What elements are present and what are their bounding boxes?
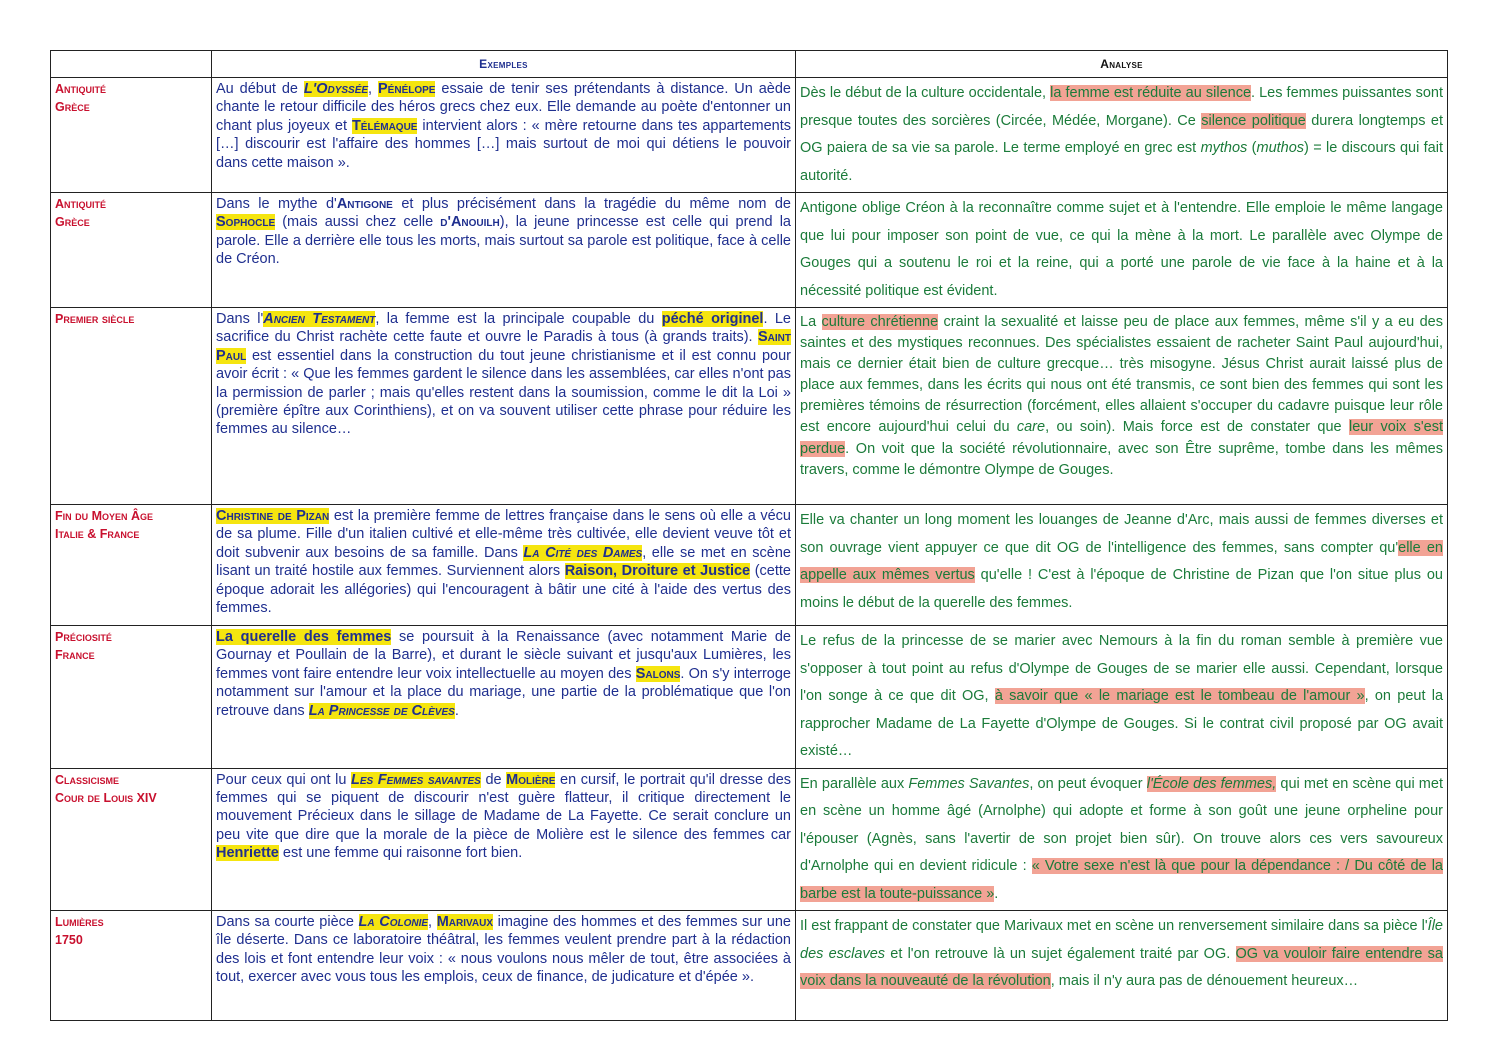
- period-label: Lumières: [55, 915, 104, 929]
- period-cell: [51, 78, 212, 193]
- example-cell: Dans l'Ancien Testament, la femme est la principale coupable du péché originel. Le sacrifice du Christ rachète cette faute et ouvre le Paradis à tous (à grands traits). Saint Paul est essentiel dans la construction du tout jeune christianisme et il est connu pour avoir écrit : « Que les femmes gardent le silence dans les assemblées, car elles n'ont pas la permission de parler ; mais qu'elles restent dans la soumission, comme le dit la Loi » (première épître aux Corinthiens), et on va souvent utiliser cette phrase pour réduire les femmes au silence…: [212, 308, 796, 505]
- table-row: [51, 768, 1448, 911]
- period-cell: [51, 308, 212, 505]
- example-cell: Au début de L'Odyssée, Pénélope essaie de tenir ses prétendants à distance. Un aède chante le retour difficile des héros grecs chez eux. Elle demande au poète d'entonner un chant plus joyeux et Télémaque intervient alors : « mère retourne dans tes appartements […] discourir est l'affaire des hommes […] mais surtout de moi qui détiens le pouvoir dans cette maison ».: [212, 78, 796, 193]
- analysis-cell: Antigone oblige Créon à la reconnaître comme sujet et à l'entendre. Elle emploie le même langage que lui pour imposer son point de vue, ce qui la mène à la mort. Le parallèle avec Olympe de Gouges qui a soutenu le roi et la reine, qui a porté une parole de vie face à la haine et à la nécessité politique est évident.: [796, 193, 1448, 308]
- table-row: [51, 626, 1448, 769]
- comparison-table: [50, 50, 1448, 1021]
- analysis-cell: Elle va chanter un long moment les louanges de Jeanne d'Arc, mais aussi de femmes diverses et son ouvrage vient appuyer ce que dit OG de l'intelligence des femmes, sans compter qu'elle en appelle aux mêmes vertus qu'elle ! C'est à l'époque de Christine de Pizan que l'on situe plus ou moins le début de la querelle des femmes.: [796, 505, 1448, 626]
- table-row: [51, 193, 1448, 308]
- example-cell: Dans sa courte pièce La Colonie, Marivaux imagine des hommes et des femmes sur une île déserte. Dans ce laboratoire théâtral, les femmes veulent prendre part à la rédaction des lois et font entendre leur voix : « nous voulons nous mêler de tout, être associées à tout, exercer avec vous tous les emplois, ceux de finance, de judicature et d'épée ».: [212, 911, 796, 1021]
- period-sublabel: Grèce: [55, 100, 90, 114]
- example-cell: Pour ceux qui ont lu Les Femmes savantes de Molière en cursif, le portrait qu'il dresse des femmes qui se piquent de discourir n'est guère flatteur, il critique directement le mouvement Précieux dans le sillage de Madame de La Fayette. Ce serait conclure un peu vite que dire que la morale de la pièce de Molière est le silence des femmes car Henriette est une femme qui raisonne fort bien.: [212, 768, 796, 911]
- table-row: [51, 505, 1448, 626]
- analysis-cell: Il est frappant de constater que Marivaux met en scène un renversement similaire dans sa pièce l'Île des esclaves et l'on retrouve là un sujet également traité par OG. OG va vouloir faire entendre sa voix dans la nouveauté de la révolution, mais il n'y aura pas de dénouement heureux…: [796, 911, 1448, 1021]
- period-cell: [51, 911, 212, 1021]
- period-cell: [51, 505, 212, 626]
- period-label: Premier siècle: [55, 312, 135, 326]
- table-row: [51, 911, 1448, 1021]
- header-analysis: Analyse: [796, 51, 1448, 78]
- period-label: Antiquité: [55, 82, 107, 96]
- period-sublabel: Italie & France: [55, 527, 140, 541]
- example-cell: Dans le mythe d'Antigone et plus précisément dans la tragédie du même nom de Sophocle (mais aussi chez celle d'Anouilh), la jeune princesse est celle qui prend la parole. Elle a derrière elle tous les morts, mais surtout sa parole est politique, face à celle de Créon.: [212, 193, 796, 308]
- example-cell: La querelle des femmes se poursuit à la Renaissance (avec notamment Marie de Gournay et Poullain de la Barre), et durant le siècle suivant et jusqu'aux Lumières, les femmes vont faire entendre leur voix intellectuelle au moyen des Salons. On s'y interroge notamment sur l'amour et la place du mariage, une partie de la problématique que l'on retrouve dans La Princesse de Clèves.: [212, 626, 796, 769]
- period-cell: [51, 193, 212, 308]
- analysis-cell: La culture chrétienne craint la sexualité et laisse peu de place aux femmes, même s'il y a eu des saintes et des mystiques reconnues. Des spécialistes essaient de racheter Saint Paul aujourd'hui, mais ce dernier était bien de culture grecque… très misogyne. Jésus Christ aurait laissé plus de place aux femmes, dans les écrits qui nous ont été transmis, ce sont bien des femmes qui sont les premières témoins de résurrection (forcément, elles allaient s'occuper du cadavre puisque leur rôle est encore aujourd'hui celui du care, ou soin). Mais force est de constater que leur voix s'est perdue. On voit que la société révolutionnaire, avec son Être suprême, tombe dans les mêmes travers, comme le démontre Olympe de Gouges.: [796, 308, 1448, 505]
- period-label: Fin du Moyen Âge: [55, 509, 154, 523]
- period-label: Classicisme: [55, 772, 120, 787]
- header-empty: [51, 51, 212, 78]
- analysis-cell: Le refus de la princesse de se marier avec Nemours à la fin du roman semble à première vue s'opposer à tout point au refus d'Olympe de Gouges de se marier elle aussi. Cependant, lorsque l'on songe à ce que dit OG, à savoir que « le mariage est le tombeau de l'amour », on peut la rapprocher Madame de La Fayette d'Olympe de Gouges. Si le contrat civil proposé par OG avait existé…: [796, 626, 1448, 769]
- period-sublabel: France: [55, 648, 95, 662]
- header-row: [51, 51, 1448, 78]
- period-sublabel: Grèce: [55, 215, 90, 229]
- period-cell: [51, 626, 212, 769]
- period-label: Antiquité: [55, 197, 107, 211]
- period-label: Préciosité: [55, 630, 112, 644]
- example-cell: Christine de Pizan est la première femme de lettres française dans le sens où elle a vécu de sa plume. Fille d'un italien cultivé et elle-même très cultivée, elle devient veuve tôt et doit subvenir aux besoins de sa famille. Dans La Cité des Dames, elle se met en scène lisant un traité hostile aux femmes. Surviennent alors Raison, Droiture et Justice (cette époque adorait les allégories) qui l'encouragent à bâtir une cité à l'aide des vertus des femmes.: [212, 505, 796, 626]
- table-row: [51, 308, 1448, 505]
- period-sublabel: Cour de Louis XIV: [55, 790, 157, 805]
- header-examples: Exemples: [212, 51, 796, 78]
- analysis-cell: En parallèle aux Femmes Savantes, on peut évoquer l'École des femmes, qui met en scène qui met en scène un homme âgé (Arnolphe) qui adopte et forme à son goût une jeune orpheline pour l'épouser (Agnès, sans l'avertir de son projet bien sûr). On trouve alors ces vers savoureux d'Arnolphe qui en devient ridicule : « Votre sexe n'est là que pour la dépendance : / Du côté de la barbe est la toute-puissance ».: [796, 768, 1448, 911]
- analysis-cell: Dès le début de la culture occidentale, la femme est réduite au silence. Les femmes puissantes sont presque toutes des sorcières (Circée, Médée, Morgane). Ce silence politique durera longtemps et OG paiera de sa vie sa parole. Le terme employé en grec est mythos (muthos) = le discours qui fait autorité.: [796, 78, 1448, 193]
- period-cell: [51, 768, 212, 911]
- period-sublabel: 1750: [55, 933, 83, 947]
- table-row: [51, 78, 1448, 193]
